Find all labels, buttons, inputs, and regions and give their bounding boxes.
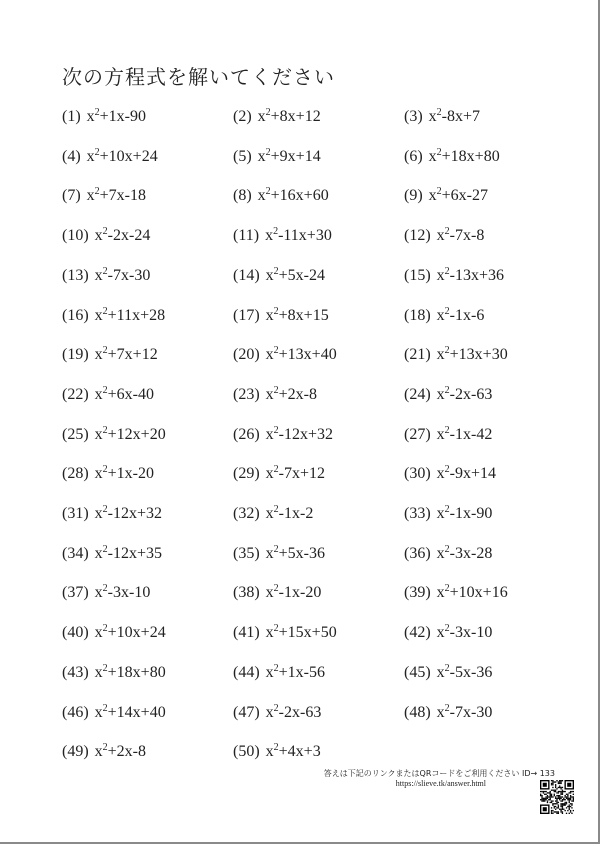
problem-exponent: 2 xyxy=(444,345,450,357)
problem-expression: +5x-36 xyxy=(278,544,326,562)
problem-variable: x xyxy=(86,108,95,125)
problem-exponent: 2 xyxy=(444,265,450,277)
problem-item xyxy=(233,545,325,563)
problem-exponent: 2 xyxy=(94,146,100,158)
problem-item xyxy=(404,704,492,722)
problem-number: (41) xyxy=(233,624,260,642)
problem-exponent: 2 xyxy=(273,662,279,674)
problem-exponent: 2 xyxy=(273,265,279,277)
problem-item xyxy=(62,584,150,602)
problem-number: (48) xyxy=(404,703,431,721)
qr-code-icon[interactable] xyxy=(540,780,574,814)
problem-variable: x xyxy=(436,385,445,403)
problem-number: (4) xyxy=(62,147,81,165)
problem-exponent: 2 xyxy=(102,504,108,515)
problem-item xyxy=(62,108,146,126)
problem-variable: x xyxy=(265,544,274,562)
problem-expression: +14x+40 xyxy=(107,703,166,721)
problem-number: (1) xyxy=(62,108,81,125)
problem-variable: x xyxy=(436,425,445,443)
problem-item xyxy=(233,505,313,523)
problem-variable: x xyxy=(265,743,274,761)
problem-exponent: 2 xyxy=(273,384,279,396)
problem-number: (35) xyxy=(233,544,260,562)
problem-variable: x xyxy=(436,227,445,245)
problem-item xyxy=(233,386,317,404)
problem-exponent: 2 xyxy=(102,623,108,635)
problem-variable: x xyxy=(436,624,445,642)
problem-exponent: 2 xyxy=(444,623,450,635)
problem-number: (6) xyxy=(404,147,423,165)
problem-exponent: 2 xyxy=(444,384,450,396)
problem-expression: +10x+16 xyxy=(449,584,508,602)
problem-variable: x xyxy=(436,584,445,602)
problem-item xyxy=(62,465,154,483)
problem-number: (29) xyxy=(233,465,260,483)
problem-item xyxy=(233,307,329,325)
problem-number: (26) xyxy=(233,425,260,443)
problem-expression: -7x-30 xyxy=(449,703,493,721)
problem-number: (8) xyxy=(233,187,252,205)
problem-variable: x xyxy=(436,703,445,721)
problem-number: (12) xyxy=(404,227,431,245)
problem-variable: x xyxy=(94,663,103,681)
problem-number: (5) xyxy=(233,147,252,165)
problem-variable: x xyxy=(436,505,445,522)
problem-number: (45) xyxy=(404,663,431,681)
problem-exponent: 2 xyxy=(273,583,279,595)
problem-exponent: 2 xyxy=(444,702,450,714)
problem-variable: x xyxy=(428,147,437,165)
problem-number: (36) xyxy=(404,544,431,562)
problem-exponent: 2 xyxy=(265,146,271,158)
problem-item xyxy=(62,267,150,285)
problem-variable: x xyxy=(436,346,445,364)
problem-variable: x xyxy=(94,505,103,522)
problem-number: (24) xyxy=(404,385,431,403)
problem-expression: +10x+24 xyxy=(99,147,158,165)
problem-variable: x xyxy=(265,624,274,642)
problem-item xyxy=(233,704,321,722)
problem-number: (43) xyxy=(62,663,89,681)
problem-number: (11) xyxy=(233,227,260,245)
problem-number: (39) xyxy=(404,584,431,602)
problem-number: (16) xyxy=(62,306,89,324)
problem-expression: -2x-24 xyxy=(107,227,151,245)
problem-expression: +12x+20 xyxy=(107,425,166,443)
problem-exponent: 2 xyxy=(436,107,442,118)
problem-variable: x xyxy=(436,306,445,324)
problem-variable: x xyxy=(257,187,266,205)
problem-number: (9) xyxy=(404,187,423,205)
problem-variable: x xyxy=(265,425,274,443)
problem-variable: x xyxy=(265,584,274,602)
problem-exponent: 2 xyxy=(273,504,279,515)
problem-number: (49) xyxy=(62,743,89,761)
problem-variable: x xyxy=(265,505,274,522)
problem-number: (38) xyxy=(233,584,260,602)
problem-item xyxy=(233,267,325,285)
problem-item xyxy=(404,386,492,404)
problem-item xyxy=(233,227,332,245)
problem-number: (22) xyxy=(62,385,89,403)
problem-exponent: 2 xyxy=(436,186,442,198)
problem-item xyxy=(62,704,166,722)
problem-expression: +16x+60 xyxy=(270,187,329,205)
problem-item xyxy=(404,148,500,166)
problem-variable: x xyxy=(428,108,437,125)
problem-item xyxy=(233,426,333,444)
problem-expression: -1x-2 xyxy=(278,505,314,522)
answer-link[interactable]: https://slieve.tk/answer.html xyxy=(395,779,486,788)
problem-number: (23) xyxy=(233,385,260,403)
problem-expression: -2x-63 xyxy=(449,385,493,403)
problem-exponent: 2 xyxy=(102,226,108,238)
problem-item xyxy=(62,743,146,761)
problem-exponent: 2 xyxy=(94,107,100,118)
problem-number: (7) xyxy=(62,187,81,205)
problem-variable: x xyxy=(428,187,437,205)
problem-number: (10) xyxy=(62,227,89,245)
problem-exponent: 2 xyxy=(444,504,450,515)
problem-expression: -13x+36 xyxy=(449,266,505,284)
problem-variable: x xyxy=(436,266,445,284)
problem-expression: +1x-20 xyxy=(107,465,155,483)
problem-item xyxy=(404,624,492,642)
problem-expression: -1x-42 xyxy=(449,425,493,443)
problem-variable: x xyxy=(257,147,266,165)
problem-item xyxy=(233,108,321,126)
problem-variable: x xyxy=(436,663,445,681)
problem-number: (18) xyxy=(404,306,431,324)
problem-expression: -3x-10 xyxy=(107,584,151,602)
problem-expression: +6x-27 xyxy=(441,187,489,205)
problem-expression: -2x-63 xyxy=(278,703,322,721)
problem-item xyxy=(404,267,504,285)
problem-exponent: 2 xyxy=(273,226,279,238)
problem-exponent: 2 xyxy=(102,424,108,436)
problem-expression: -1x-20 xyxy=(278,584,322,602)
problem-exponent: 2 xyxy=(102,583,108,595)
problem-expression: -7x-30 xyxy=(107,266,151,284)
problem-expression: +4x+3 xyxy=(278,743,321,761)
problem-item xyxy=(233,743,321,761)
problem-expression: -7x+12 xyxy=(278,465,326,483)
problem-item xyxy=(404,584,508,602)
problem-variable: x xyxy=(86,147,95,165)
answer-note: 答えは下記のリンクまたはQRコードをご利用ください ID→ 133 xyxy=(323,769,555,778)
problem-exponent: 2 xyxy=(273,702,279,714)
problem-number: (2) xyxy=(233,108,252,125)
problem-number: (47) xyxy=(233,703,260,721)
problem-item xyxy=(404,465,496,483)
problem-number: (27) xyxy=(404,425,431,443)
problem-expression: +7x-18 xyxy=(99,187,147,205)
problem-number: (32) xyxy=(233,505,260,522)
problem-number: (46) xyxy=(62,703,89,721)
problem-exponent: 2 xyxy=(273,305,279,317)
problem-number: (28) xyxy=(62,465,89,483)
problem-number: (40) xyxy=(62,624,89,642)
problem-exponent: 2 xyxy=(102,742,108,754)
problem-expression: +18x+80 xyxy=(441,147,500,165)
problem-item xyxy=(404,664,492,682)
problem-exponent: 2 xyxy=(273,424,279,436)
problem-number: (34) xyxy=(62,544,89,562)
problem-number: (13) xyxy=(62,266,89,284)
problem-expression: +9x+14 xyxy=(270,147,321,165)
problem-exponent: 2 xyxy=(273,623,279,635)
problem-expression: +1x-90 xyxy=(99,108,147,125)
problem-expression: -12x+32 xyxy=(107,505,163,522)
problem-item xyxy=(404,346,508,364)
problem-expression: +8x+15 xyxy=(278,306,329,324)
problem-number: (3) xyxy=(404,108,423,125)
problem-variable: x xyxy=(436,465,445,483)
problem-exponent: 2 xyxy=(444,543,450,555)
problem-item xyxy=(404,307,484,325)
problem-variable: x xyxy=(86,187,95,205)
problem-item xyxy=(62,346,158,364)
problem-exponent: 2 xyxy=(273,345,279,357)
problem-exponent: 2 xyxy=(444,305,450,317)
problem-item xyxy=(404,187,488,205)
problem-number: (30) xyxy=(404,465,431,483)
problem-variable: x xyxy=(94,266,103,284)
problem-exponent: 2 xyxy=(444,464,450,476)
problem-exponent: 2 xyxy=(102,464,108,476)
problem-exponent: 2 xyxy=(94,186,100,198)
problem-item xyxy=(233,584,321,602)
problem-item xyxy=(233,624,337,642)
problem-number: (14) xyxy=(233,266,260,284)
problem-item xyxy=(62,227,150,245)
problem-expression: +10x+24 xyxy=(107,624,166,642)
problem-expression: -3x-28 xyxy=(449,544,493,562)
problem-exponent: 2 xyxy=(102,345,108,357)
problem-exponent: 2 xyxy=(102,702,108,714)
problem-number: (25) xyxy=(62,425,89,443)
problem-exponent: 2 xyxy=(102,384,108,396)
problem-variable: x xyxy=(94,703,103,721)
problem-number: (17) xyxy=(233,306,260,324)
problem-number: (31) xyxy=(62,505,89,522)
problem-item xyxy=(404,426,492,444)
problem-variable: x xyxy=(94,465,103,483)
problem-expression: -1x-90 xyxy=(449,505,493,522)
problem-item xyxy=(62,624,166,642)
problem-number: (20) xyxy=(233,346,260,364)
problem-expression: -12x+35 xyxy=(107,544,163,562)
problem-expression: -11x+30 xyxy=(278,227,332,245)
problem-item xyxy=(62,148,158,166)
problem-variable: x xyxy=(94,385,103,403)
problem-item xyxy=(62,664,166,682)
problem-exponent: 2 xyxy=(102,662,108,674)
problem-item xyxy=(233,346,337,364)
problem-number: (42) xyxy=(404,624,431,642)
problem-item xyxy=(404,108,480,126)
problem-number: (21) xyxy=(404,346,431,364)
problem-expression: -7x-8 xyxy=(449,227,485,245)
problem-number: (33) xyxy=(404,505,431,522)
problem-exponent: 2 xyxy=(273,464,279,476)
problem-variable: x xyxy=(265,346,274,364)
problem-exponent: 2 xyxy=(444,424,450,436)
problem-variable: x xyxy=(265,703,274,721)
problem-expression: -9x+14 xyxy=(449,465,497,483)
problem-variable: x xyxy=(265,663,274,681)
problem-expression: +2x-8 xyxy=(278,385,318,403)
problem-expression: +8x+12 xyxy=(270,108,321,125)
problem-expression: +18x+80 xyxy=(107,663,166,681)
problem-exponent: 2 xyxy=(436,146,442,158)
problem-item xyxy=(404,545,492,563)
problem-expression: +2x-8 xyxy=(107,743,147,761)
problem-variable: x xyxy=(265,227,274,245)
problem-expression: +6x-40 xyxy=(107,385,155,403)
problem-variable: x xyxy=(94,227,103,245)
problem-expression: +1x-56 xyxy=(278,663,326,681)
problem-number: (50) xyxy=(233,743,260,761)
problem-variable: x xyxy=(257,108,266,125)
problem-expression: +13x+30 xyxy=(449,346,508,364)
problem-variable: x xyxy=(94,624,103,642)
problem-expression: -8x+7 xyxy=(441,108,481,125)
problem-item xyxy=(62,505,162,523)
problem-expression: -3x-10 xyxy=(449,624,493,642)
problem-variable: x xyxy=(436,544,445,562)
problem-number: (19) xyxy=(62,346,89,364)
problem-number: (15) xyxy=(404,266,431,284)
problem-expression: -5x-36 xyxy=(449,663,493,681)
problem-exponent: 2 xyxy=(102,543,108,555)
problem-variable: x xyxy=(94,544,103,562)
problem-item xyxy=(233,187,329,205)
problem-number: (37) xyxy=(62,584,89,602)
problem-variable: x xyxy=(94,743,103,761)
problem-variable: x xyxy=(265,306,274,324)
problem-item xyxy=(233,148,321,166)
problem-variable: x xyxy=(94,306,103,324)
problem-item xyxy=(233,465,325,483)
problem-expression: -1x-6 xyxy=(449,306,485,324)
page-title: 次の方程式を解いてください xyxy=(62,65,335,90)
problem-item xyxy=(62,426,166,444)
problem-variable: x xyxy=(265,465,274,483)
problem-exponent: 2 xyxy=(102,305,108,317)
problem-expression: +11x+28 xyxy=(107,306,166,324)
problem-exponent: 2 xyxy=(444,226,450,238)
problem-expression: +5x-24 xyxy=(278,266,326,284)
problem-exponent: 2 xyxy=(444,662,450,674)
problem-item xyxy=(62,187,146,205)
problem-exponent: 2 xyxy=(273,742,279,754)
problem-exponent: 2 xyxy=(444,583,450,595)
problem-expression: +7x+12 xyxy=(107,346,158,364)
problem-item xyxy=(404,505,492,523)
problem-item xyxy=(233,664,325,682)
problem-exponent: 2 xyxy=(265,107,271,118)
problem-expression: +15x+50 xyxy=(278,624,337,642)
problem-exponent: 2 xyxy=(265,186,271,198)
problem-item xyxy=(62,307,165,325)
problem-variable: x xyxy=(94,425,103,443)
problem-variable: x xyxy=(94,584,103,602)
problem-item xyxy=(62,545,162,563)
problem-expression: -12x+32 xyxy=(278,425,334,443)
problem-item xyxy=(404,227,484,245)
problem-variable: x xyxy=(265,385,274,403)
problem-exponent: 2 xyxy=(273,543,279,555)
problem-exponent: 2 xyxy=(102,265,108,277)
problem-variable: x xyxy=(94,346,103,364)
problem-variable: x xyxy=(265,266,274,284)
problem-number: (44) xyxy=(233,663,260,681)
problem-item xyxy=(62,386,154,404)
problem-expression: +13x+40 xyxy=(278,346,337,364)
